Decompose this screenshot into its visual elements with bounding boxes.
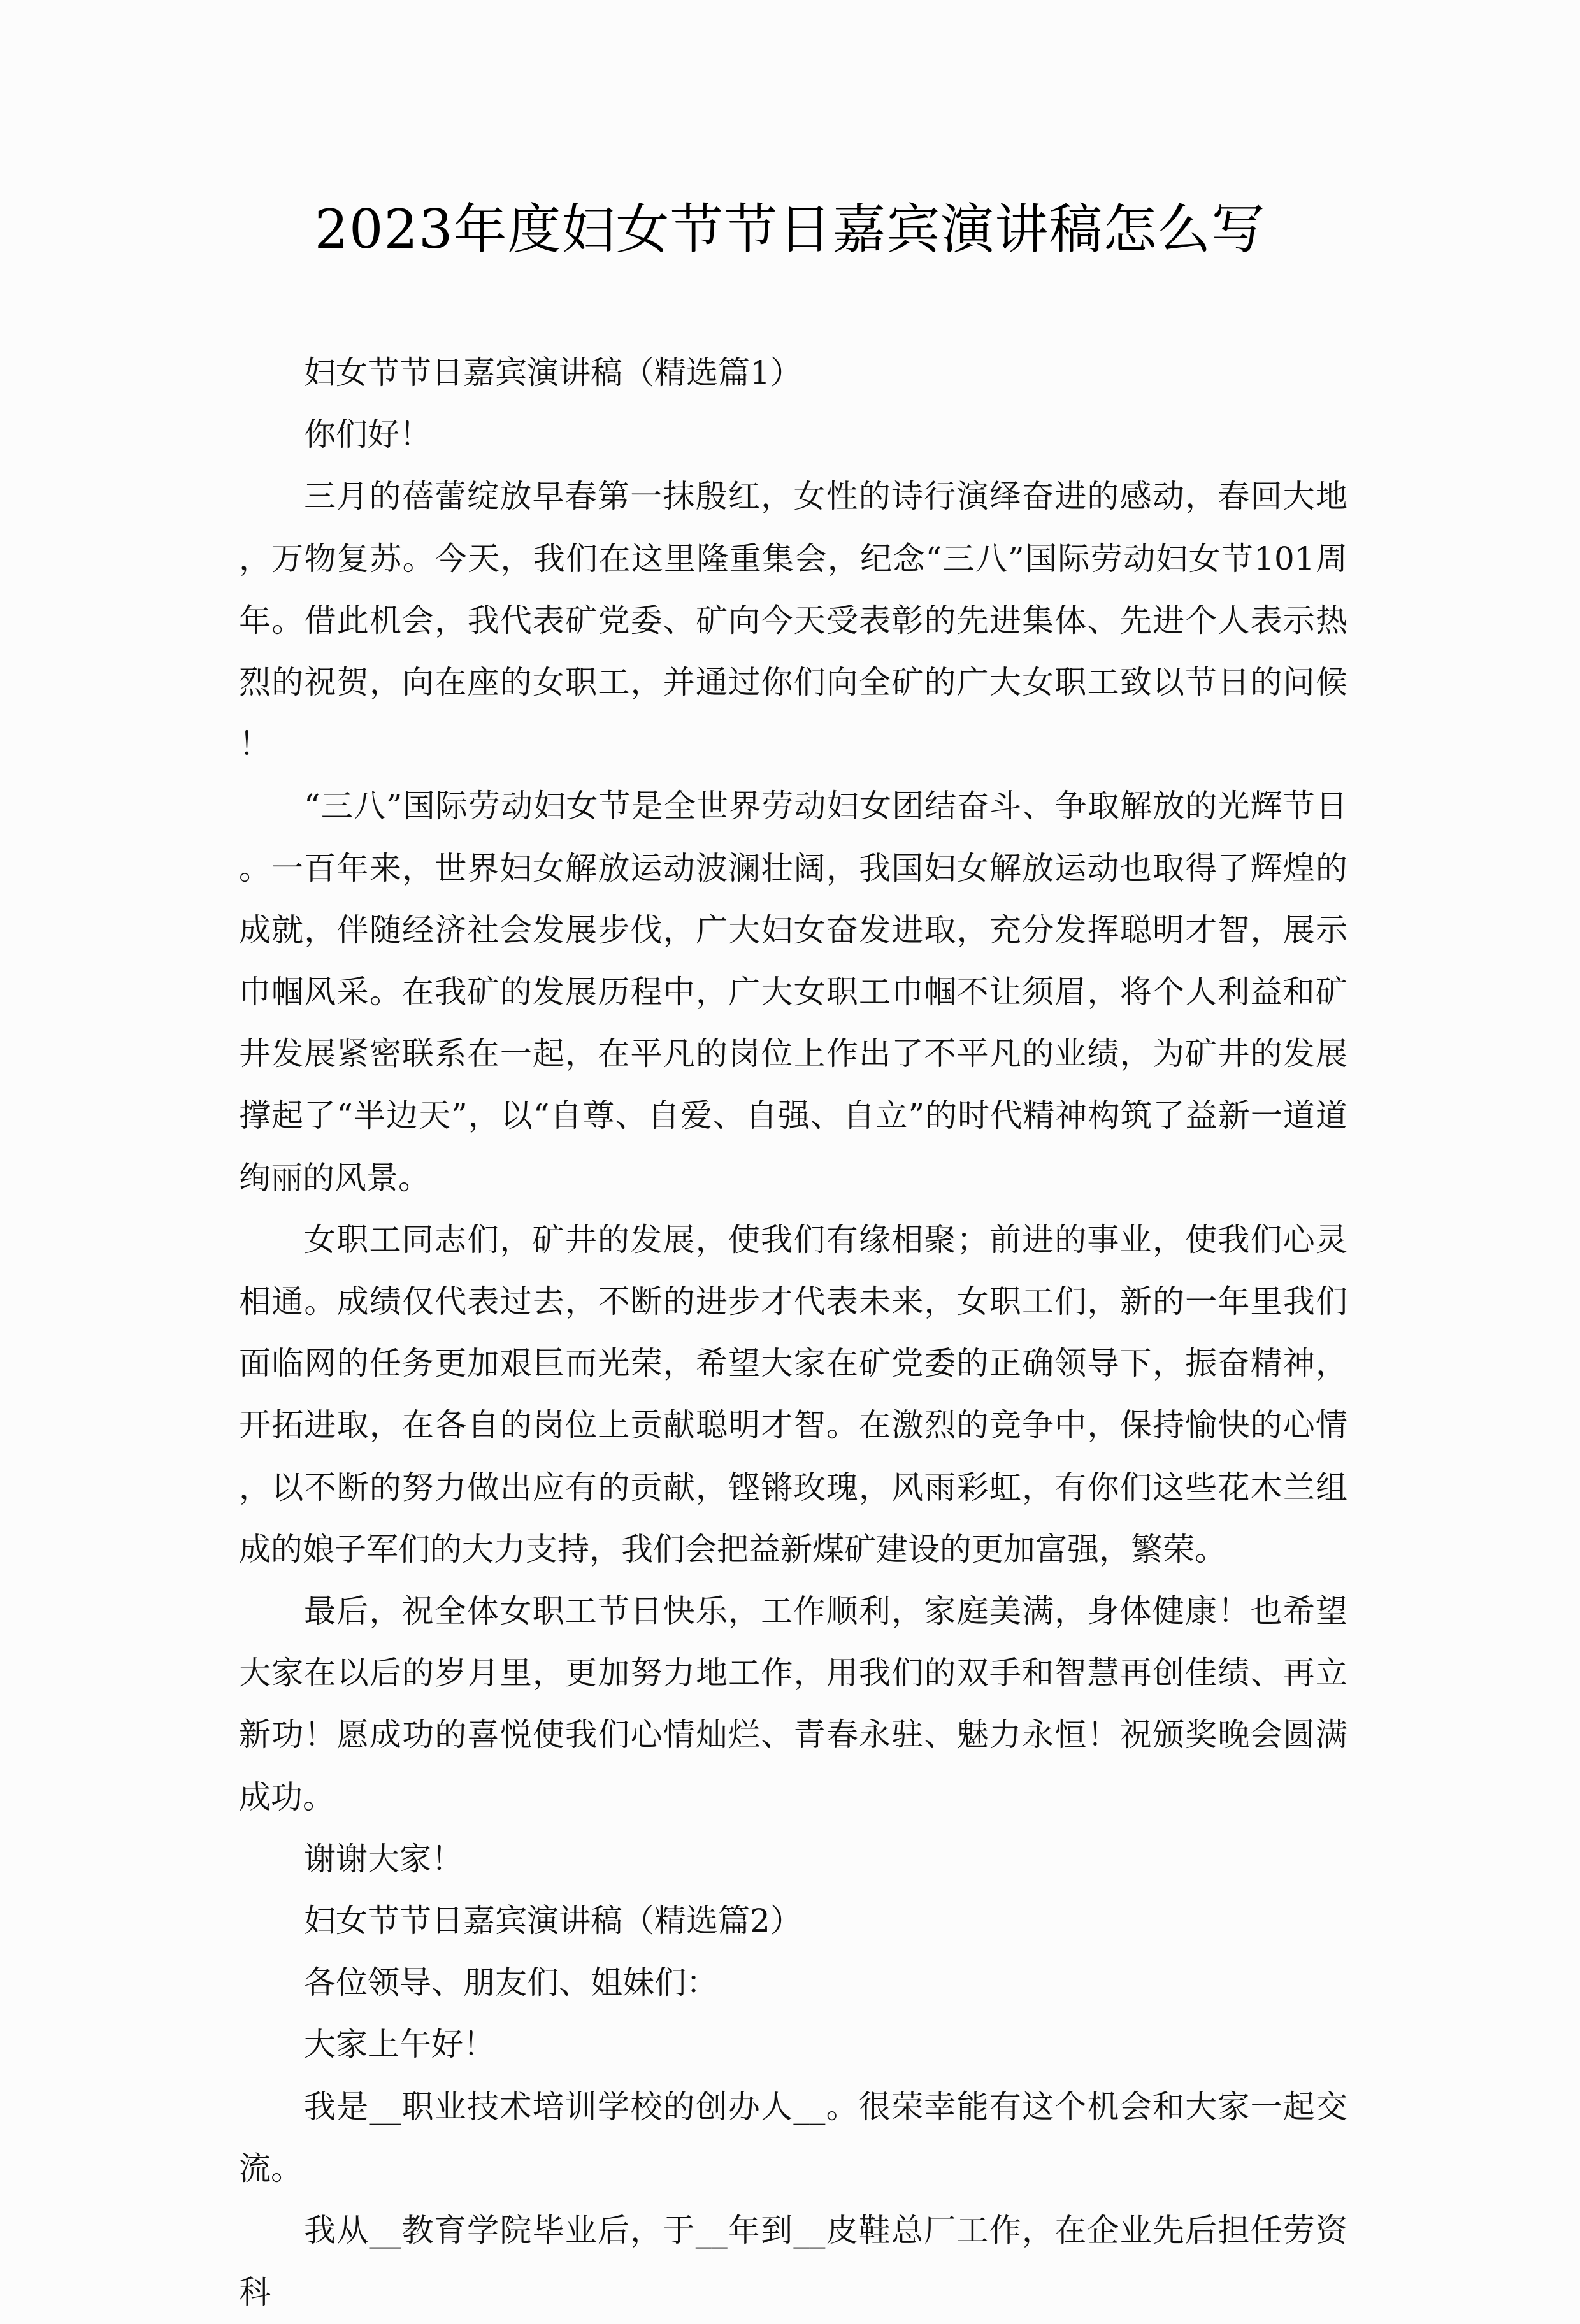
section-1-paragraph: 最后，祝全体女职工节日快乐，工作顺利，家庭美满，身体健康！也希望大家在以后的岁月里，更加努力地工作，用我们的双手和智慧再创佳绩、再立新功！愿成功的喜悦使我们心情灿烂、青春永驻、魅力永恒！祝颁奖晚会圆满成功。	[239, 1593, 1347, 1816]
section-1-greeting: 你们好！	[304, 416, 431, 454]
section-2-salutation: 各位领导、朋友们、姐妹们：	[304, 1964, 718, 2002]
section-1-closing: 谢谢大家！	[304, 1840, 463, 1877]
section-2-heading: 妇女节节日嘉宾演讲稿（精选篇2）	[304, 1902, 802, 1940]
section-1-paragraph: 三月的蓓蕾绽放早春第一抹殷红，女性的诗行演绎奋进的感动，春回大地，万物复苏。今天，我们在这里隆重集会，纪念“三八”国际劳动妇女节101周年。借此机会，我代表矿党委、矿向今天受表彰的先进集体、先进个人表示热烈的祝贺，向在座的女职工，并通过你们向全矿的广大女职工致以节日的问候！	[239, 478, 1347, 763]
section-2-paragraph: 我从__教育学院毕业后，于__年到__皮鞋总厂工作，在企业先后担任劳资科	[239, 2212, 1347, 2311]
section-1-paragraph: 女职工同志们，矿井的发展，使我们有缘相聚；前进的事业，使我们心灵相通。成绩仅代表过去，不断的进步才代表未来，女职工们，新的一年里我们面临网的任务更加艰巨而光荣，希望大家在矿党委的正确领导下，振奋精神，开拓进取，在各自的岗位上贡献聪明才智。在激烈的竞争中，保持愉快的心情，以不断的努力做出应有的贡献，铿锵玫瑰，风雨彩虹，有你们这些花木兰组成的娘子军们的大力支持，我们会把益新煤矿建设的更加富强，繁荣。	[239, 1221, 1347, 1568]
section-1-heading: 妇女节节日嘉宾演讲稿（精选篇1）	[304, 354, 802, 391]
section-2-greeting: 大家上午好！	[304, 2026, 495, 2063]
section-2-paragraph: 我是__职业技术培训学校的创办人__。很荣幸能有这个机会和大家一起交流。	[239, 2088, 1347, 2187]
document-title: 2023年度妇女节节日嘉宾演讲稿怎么写	[314, 198, 1266, 261]
document-body	[239, 342, 1347, 2324]
section-1-paragraph: “三八”国际劳动妇女节是全世界劳动妇女团结奋斗、争取解放的光辉节日。一百年来，世界妇女解放运动波澜壮阔，我国妇女解放运动也取得了辉煌的成就，伴随经济社会发展步伐，广大妇女奋发进取，充分发挥聪明才智，展示巾帼风采。在我矿的发展历程中，广大女职工巾帼不让须眉，将个人利益和矿井发展紧密联系在一起，在平凡的岗位上作出了不平凡的业绩，为矿井的发展撑起了“半边天”，以“自尊、自爱、自强、自立”的时代精神构筑了益新一道道绚丽的风景。	[239, 787, 1347, 1196]
